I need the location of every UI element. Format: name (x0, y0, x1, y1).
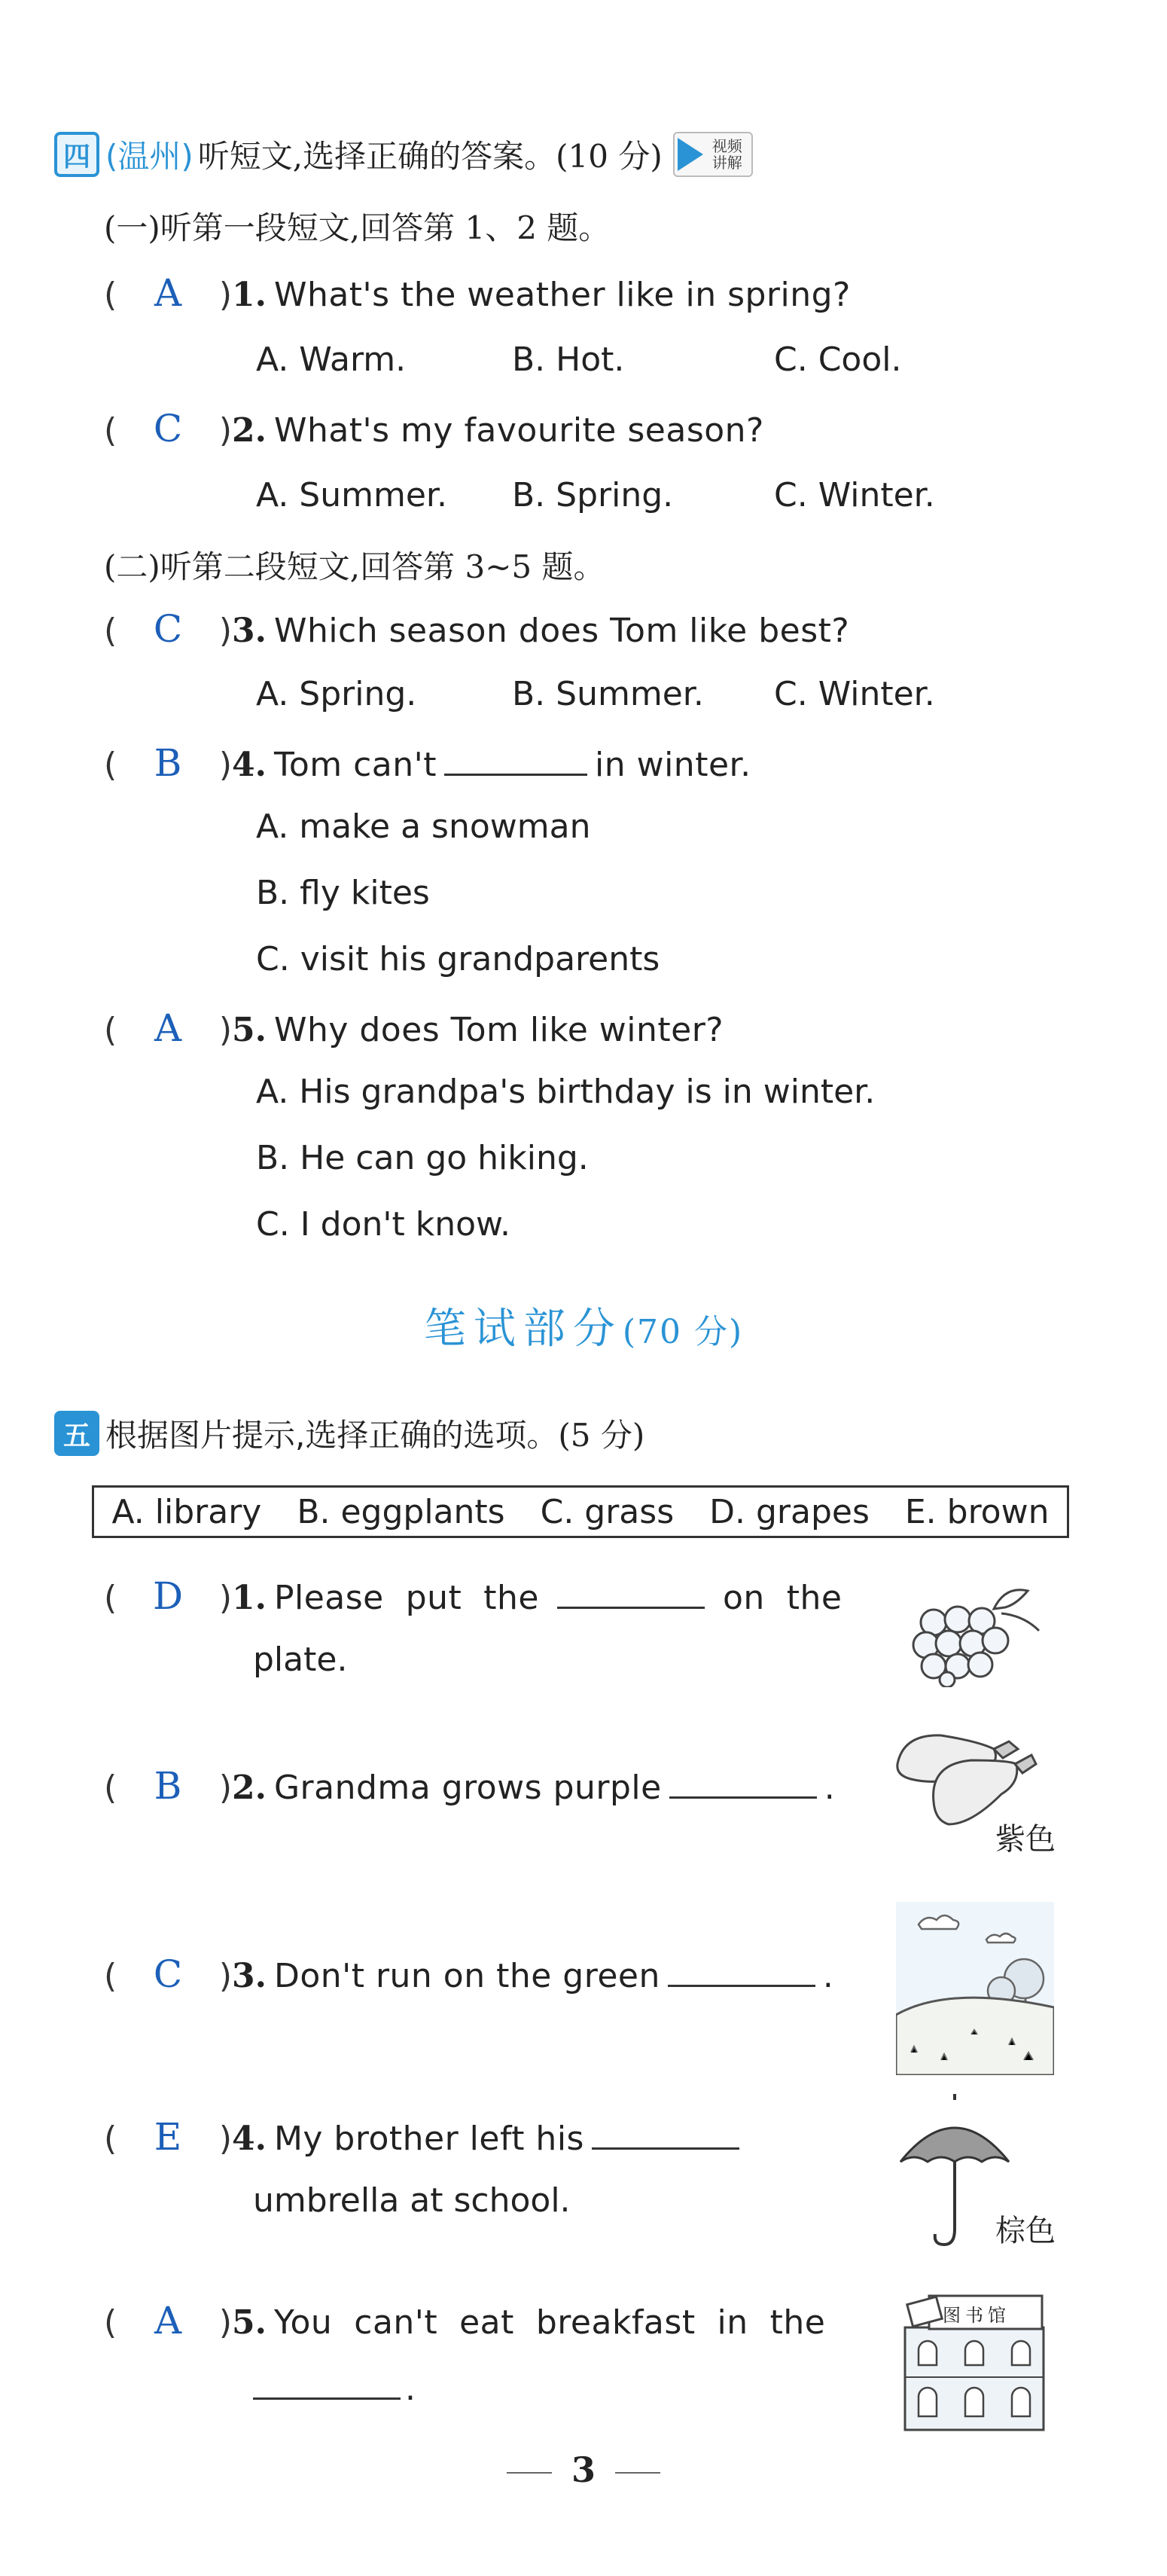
question-row (104, 741, 751, 785)
written-part-title (0, 1296, 1167, 1356)
answer-bracket: ( B ) (104, 1764, 232, 1808)
question-text: Which season does Tom like best? (273, 612, 850, 650)
answer-bracket: ( C ) (104, 1952, 232, 1996)
option-b: B. He can go hiking. (256, 1139, 589, 1177)
option-a: A. Summer. (256, 476, 447, 514)
question-text-before: Tom can't (273, 746, 437, 784)
question-text: Why does Tom like winter? (273, 1011, 724, 1049)
divider (615, 2472, 660, 2474)
page-number (0, 2449, 1167, 2490)
options-row (256, 675, 935, 713)
option-c: C. Winter. (774, 675, 935, 713)
answer: D (152, 1574, 184, 1618)
question-line2 (253, 2370, 416, 2408)
answer: C (153, 1952, 183, 1996)
word-option: C. grass (540, 1492, 675, 1531)
word-option: D. grapes (709, 1492, 870, 1531)
option-a: A. make a snowman (256, 807, 591, 846)
question-text-after: . (405, 2370, 416, 2408)
video-label: 视频讲解 (711, 137, 742, 172)
option-c: C. visit his grandparents (256, 940, 660, 978)
question-text-after: . (822, 1957, 834, 1995)
section-4-header (54, 128, 753, 181)
answer-blank (444, 773, 587, 776)
question-number: 5. (232, 1011, 267, 1049)
question-number: 1. (232, 1579, 267, 1617)
answer-bracket: ( C ) (104, 607, 232, 651)
answer: E (154, 2115, 182, 2159)
word-bank (92, 1485, 1069, 1538)
written-title-text: 笔试部分 (423, 1305, 623, 1354)
option-c: C. Cool. (774, 340, 902, 379)
question-text-after: on the (722, 1579, 842, 1617)
library-sign: 图书馆 (943, 2305, 1010, 2326)
question-text-line2: plate. (253, 1641, 348, 1679)
question-number: 4. (232, 2120, 267, 2158)
question-text-before: Grandma grows purple (273, 1769, 662, 1807)
option-a: A. Warm. (256, 340, 407, 379)
answer-bracket: ( A ) (104, 271, 232, 315)
question-number: 2. (232, 411, 267, 450)
section-5-header (54, 1407, 644, 1460)
option-a: A. His grandpa's birthday is in winter. (256, 1073, 876, 1111)
option-c: C. Winter. (774, 476, 935, 514)
question-number: 3. (232, 612, 267, 650)
answer-bracket: ( E ) (104, 2115, 232, 2159)
question-row (104, 1574, 842, 1618)
option-b: B. Summer. (512, 675, 704, 713)
answer: B (154, 741, 182, 785)
question-number: 4. (232, 746, 267, 784)
question-text-after: . (824, 1769, 836, 1807)
color-hint-label: 紫色 (995, 1822, 1056, 1857)
answer-blank (592, 2147, 739, 2150)
answer-blank (557, 1606, 705, 1609)
color-hint-label: 棕色 (995, 2214, 1056, 2248)
options-row (256, 476, 935, 514)
answer-blank (669, 1796, 817, 1799)
question-text: What's the weather like in spring? (273, 276, 851, 314)
divider (507, 2472, 552, 2474)
question-number: 5. (232, 2303, 267, 2342)
answer-bracket: ( D ) (104, 1574, 232, 1618)
question-row (104, 2115, 747, 2159)
question-row (104, 271, 851, 315)
question-number: 1. (232, 276, 267, 314)
question-row (104, 1952, 833, 1996)
answer-blank (253, 2397, 401, 2400)
answer: B (154, 1764, 182, 1808)
section-score: (5 分) (558, 1417, 645, 1454)
grass-picture (896, 1902, 1054, 2075)
answer: C (153, 407, 183, 450)
question-row (104, 1006, 724, 1050)
grapes-picture (903, 1574, 1047, 1687)
options-row (256, 340, 901, 379)
question-text: You can't eat breakfast in the (273, 2303, 826, 2342)
question-text-before: Please put the (273, 1579, 539, 1617)
question-text: What's my favourite season? (273, 411, 764, 450)
answer: C (153, 607, 183, 651)
question-number: 3. (232, 1957, 267, 1995)
answer: A (154, 2299, 182, 2343)
play-icon (678, 138, 703, 171)
question-text-before: My brother left his (273, 2120, 584, 2158)
section-number-badge: 四 (54, 132, 99, 177)
question-number: 2. (232, 1769, 267, 1807)
part-2-heading: (二)听第二段短文,回答第 3~5 题。 (104, 548, 605, 585)
library-picture (899, 2282, 1050, 2433)
question-text-before: Don't run on the green (273, 1957, 660, 1995)
question-row (104, 2299, 825, 2343)
page-number-text: 3 (571, 2449, 596, 2490)
question-text-after: in winter. (595, 746, 751, 784)
word-option: B. eggplants (297, 1492, 505, 1531)
section-score: (10 分) (556, 138, 663, 175)
question-row (104, 1764, 835, 1808)
option-b: B. fly kites (256, 874, 430, 912)
question-text-line2: umbrella at school. (253, 2181, 571, 2220)
answer-bracket: ( C ) (104, 407, 232, 450)
option-b: B. Hot. (512, 340, 625, 379)
question-row (104, 407, 764, 450)
word-option: A. library (111, 1492, 262, 1531)
option-a: A. Spring. (256, 675, 417, 713)
region-tag: (温州) (105, 138, 193, 175)
question-row (104, 607, 849, 651)
answer-bracket: ( A ) (104, 2299, 232, 2343)
answer-blank (668, 1984, 815, 1987)
option-c: C. I don't know. (256, 1205, 510, 1244)
section-title: 听短文,选择正确的答案。 (197, 138, 556, 175)
part-1-heading: (一)听第一段短文,回答第 1、2 题。 (104, 209, 611, 246)
word-option: E. brown (904, 1492, 1050, 1531)
answer: A (154, 1006, 182, 1050)
video-explain-button[interactable] (673, 132, 753, 177)
option-b: B. Spring. (512, 476, 674, 514)
answer-bracket: ( A ) (104, 1006, 232, 1050)
answer: A (154, 271, 182, 315)
answer-bracket: ( B ) (104, 741, 232, 785)
section-title: 根据图片提示,选择正确的选项。 (105, 1417, 559, 1454)
section-number-badge: 五 (54, 1411, 99, 1456)
written-score: (70 分) (622, 1313, 744, 1351)
